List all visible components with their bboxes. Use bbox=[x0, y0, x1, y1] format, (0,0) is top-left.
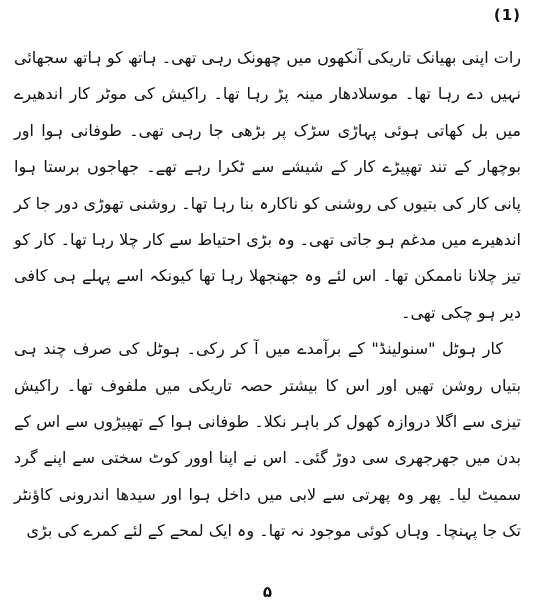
paragraph-2: کار ہوٹل "سنولینڈ" کے برآمدے میں آ کر رکی۔ ہوٹل کی صرف چند ہی بتیاں روشن تھیں اور اس کا بیشتر حصہ تاریکی میں ملفوف تھا۔ راکیش تیزی سے اگلا دروازہ کھول کر باہر نکلا۔ طوفانی ہوا کے تھپیڑوں سے اس کے بدن میں جھرجھری سی دوڑ گئی۔ اس نے اپنا اوور کوٹ سختی سے اپنے گرد سمیٹ لیا۔ پھر وہ پھرتی سے لابی میں داخل ہوا اور سیدھا اندرونی کاؤنٹر تک جا پہنچا۔ وہاں کوئی موجود نہ تھا۔ وہ ایک لمحے کے لئے کمرے کی بڑی bbox=[14, 339, 521, 541]
page-body-text bbox=[14, 40, 521, 550]
page-footer-number: ۵ bbox=[262, 583, 273, 601]
paragraph-1: رات اپنی بھیانک تاریکی آنکھوں میں چھونک رہی تھی۔ ہاتھ کو ہاتھ سجھائی نہیں دے رہا تھا۔ موسلادھار مینہ پڑ رہا تھا۔ راکیش کی موٹر کار اندھیرے میں بل کھاتی ہوئی پہاڑی سڑک پر بڑھی جا رہی تھی۔ طوفانی ہوا اور بوچھار کے تند تھپیڑے کار کے شیشے سے ٹکرا رہے تھے۔ جھاجوں برستا ہوا پانی کار کی بتیوں کی روشنی کو ناکارہ بنا رہا تھا۔ روشنی تھوڑی دور جا کر اندھیرے میں مدغم ہو جاتی تھی۔ وہ بڑی احتیاط سے کار چلا رہا تھا۔ کار کو تیز چلانا ناممکن تھا۔ اس لئے وہ جھنجھلا رہا تھا کیونکہ اسے پہلے ہی کافی دیر ہو چکی تھی۔ bbox=[14, 48, 521, 322]
page-header-number: (1) bbox=[493, 6, 521, 24]
